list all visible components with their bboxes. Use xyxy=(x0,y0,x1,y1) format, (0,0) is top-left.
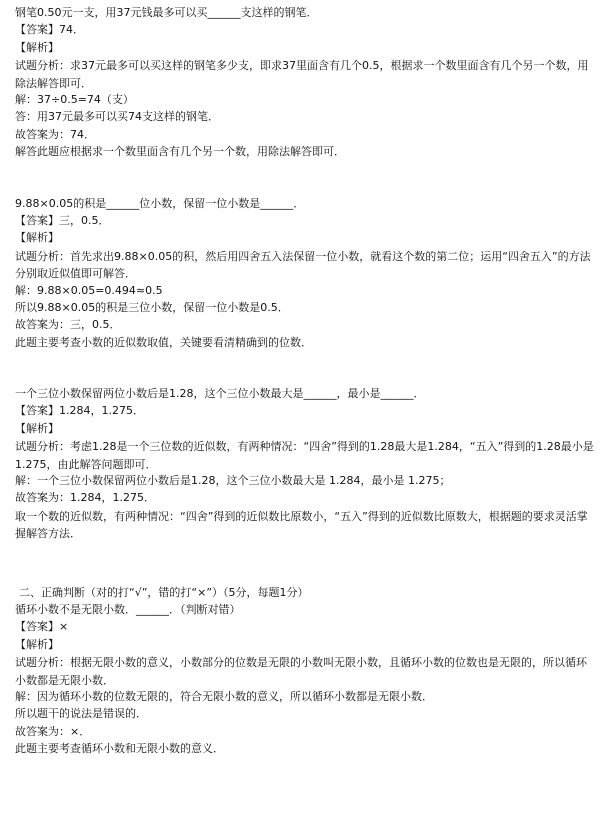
question-2-analysis-label: 【解析】 xyxy=(15,231,59,245)
spacer xyxy=(15,162,597,196)
question-2-text: 9.88×0.05的积是______位小数，保留一位小数是______． xyxy=(15,196,305,210)
question-1-step-1: 解：37÷0.5=74（支） xyxy=(15,92,134,106)
question-2-answer: 【答案】三，0.5． xyxy=(15,213,110,227)
question-3-step-1: 解：一个三位小数保留两位小数后是1.28，这个三位小数最大是 1.284，最小是 1.275； xyxy=(15,474,451,488)
question-4-step-1: 解：因为循环小数的位数无限的，符合无限小数的意义，所以循环小数都是无限小数． xyxy=(15,690,433,704)
question-1-analysis: 试题分析：求37元最多可以买这样的钢笔多少支，即求37里面含有几个0.5，根据求一个数里面含有几个另一个数，用除法解答即可． xyxy=(15,59,589,90)
question-4-analysis: 试题分析：根据无限小数的意义，小数部分的位数是无限的小数叫无限小数，且循环小数的位数也是无限的，所以循环小数都是无限小数． xyxy=(15,656,587,687)
question-2-note: 此题主要考查小数的近似数取值，关键要看清精确到的位数． xyxy=(15,335,312,349)
question-1-final-answer: 故答案为：74． xyxy=(15,127,95,141)
question-4-answer: 【答案】× xyxy=(15,620,69,634)
question-3-analysis: 试题分析：考虑1.28是一个三位数的近似数，有两种情况：“四舍”得到的1.28最大是1.284，“五入”得到的1.28最小是1.275，由此解答问题即可． xyxy=(15,440,594,471)
question-2-step-2: 所以9.88×0.05的积是三位小数，保留一位小数是0.5． xyxy=(15,300,289,314)
question-3-final-answer: 故答案为：1.284，1.275． xyxy=(15,491,155,505)
question-2-final-answer: 故答案为：三，0.5． xyxy=(15,318,121,332)
question-1 xyxy=(15,5,597,162)
question-4-text: 循环小数不是无限小数．______．（判断对错） xyxy=(15,603,241,617)
question-2-analysis: 试题分析：首先求出9.88×0.05的积，然后用四舍五入法保留一位小数，就看这个数的第二位；运用“四舍五入”的方法分别取近似值即可解答． xyxy=(15,249,591,281)
question-1-note: 解答此题应根据求一个数里面含有几个另一个数，用除法解答即可． xyxy=(15,145,345,159)
question-3-answer: 【答案】1.284，1.275． xyxy=(15,404,144,418)
question-4-final-answer: 故答案为：×． xyxy=(15,724,91,738)
spacer xyxy=(15,352,597,386)
question-4 xyxy=(15,602,597,759)
spacer xyxy=(15,543,597,585)
question-4-note: 此题主要考查循环小数和无限小数的意义． xyxy=(15,742,224,756)
question-3-text: 一个三位小数保留两位小数后是1.28，这个三位小数最大是______，最小是______． xyxy=(15,387,425,401)
document-page xyxy=(15,5,597,759)
question-3-note: 取一个数的近似数，有两种情况：“四舍”得到的近似数比原数小，“五入”得到的近似数比原数大，根据题的要求灵活掌握解答方法． xyxy=(15,509,588,541)
question-4-step-2: 所以题干的说法是错误的． xyxy=(15,707,147,721)
question-1-text: 钢笔0.50元一支，用37元钱最多可以买______支这样的钢笔． xyxy=(15,6,318,19)
question-1-step-2: 答：用37元最多可以买74支这样的钢笔． xyxy=(15,110,219,124)
question-1-answer: 【答案】74． xyxy=(15,23,84,37)
question-2 xyxy=(15,196,597,353)
question-3-analysis-label: 【解析】 xyxy=(15,421,59,435)
question-2-step-1: 解：9.88×0.05=0.494≈0.5 xyxy=(15,283,163,297)
question-1-analysis-label: 【解析】 xyxy=(15,40,59,54)
question-4-analysis-label: 【解析】 xyxy=(15,637,59,651)
section-2-title: 二、正确判断（对的打“√”，错的打“×”）（5分，每题1分） xyxy=(19,585,309,599)
question-3 xyxy=(15,386,597,543)
